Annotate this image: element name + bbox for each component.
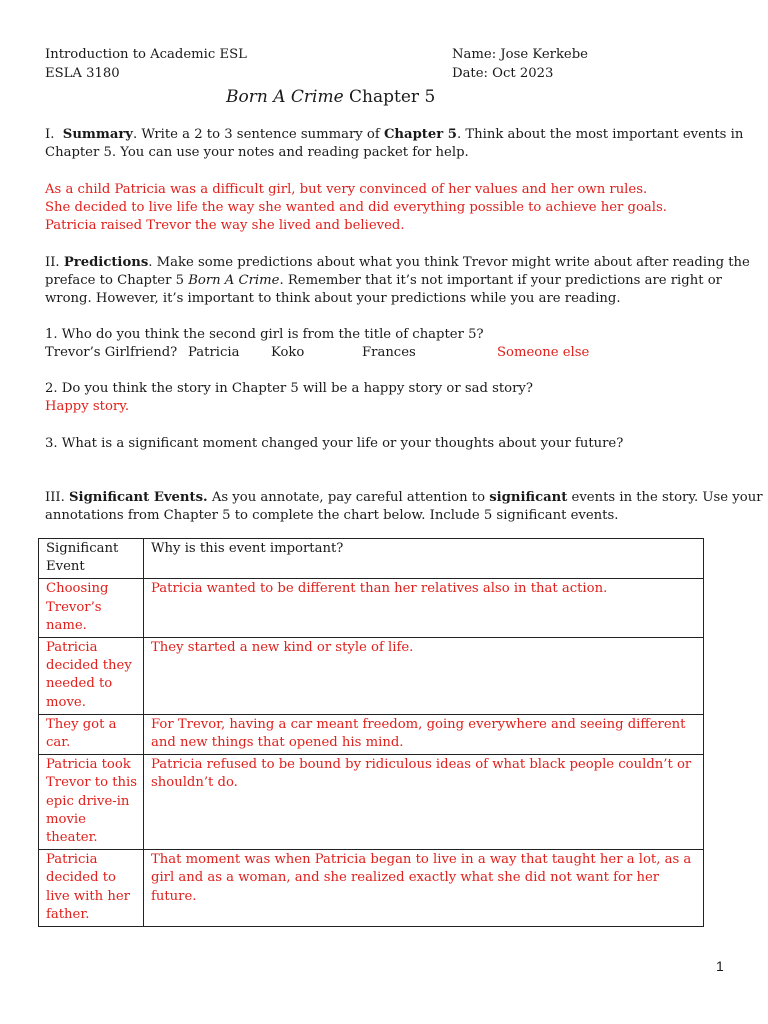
- chapter-label: Chapter 5: [349, 87, 436, 107]
- table-header: Why is this event important?: [144, 539, 704, 579]
- prompt-text: preface to Chapter 5: [45, 273, 189, 289]
- table-row: [39, 850, 704, 927]
- prompt-italic: Born A Crime: [188, 273, 280, 289]
- question-3: 3. What is a significant moment changed your life or your thoughts about your future?: [45, 436, 624, 451]
- date: Date: Oct 2023: [452, 66, 554, 81]
- prompt-text: As you annotate, pay careful attention to: [207, 490, 490, 505]
- event-cell: Patricia decided to live with her father.: [39, 850, 144, 927]
- table-header-row: [39, 539, 704, 579]
- q2-answer: Happy story.: [45, 399, 130, 414]
- predictions-prompt: [45, 254, 750, 309]
- page-title: [226, 87, 435, 107]
- answer-line: She decided to live life the way she wanted and did everything possible to achieve her goals.: [45, 200, 667, 216]
- event-cell: Choosing Trevor’s name.: [39, 579, 144, 638]
- event-cell: Patricia took Trevor to this epic drive-in movie theater.: [39, 755, 144, 850]
- section-numeral: I.: [45, 127, 55, 142]
- prompt-text: . Write a 2 to 3 sentence summary of: [132, 127, 384, 142]
- significant-events-table: [38, 538, 704, 927]
- prompt-text: events in the story. Use your: [567, 490, 763, 505]
- student-name: Name: Jose Kerkebe: [452, 47, 588, 62]
- prompt-text: . Make some predictions about what you think Trevor might write about after reading the: [148, 255, 750, 270]
- q1-option: Trevor’s Girlfriend?: [45, 345, 178, 360]
- why-cell: That moment was when Patricia began to live in a way that taught her a lot, as a girl and as a woman, and she realized exactly what she did not want for her future.: [144, 850, 704, 927]
- page-number: 1: [716, 958, 724, 974]
- prompt-text: . Think about the most important events in: [456, 127, 744, 142]
- events-prompt: [45, 489, 763, 525]
- prompt-text: wrong. However, it’s important to think about your predictions while you are reading.: [45, 291, 621, 307]
- summary-prompt: [45, 126, 744, 162]
- event-cell: Patricia decided they needed to move.: [39, 638, 144, 715]
- table-row: [39, 638, 704, 715]
- why-cell: Patricia refused to be bound by ridiculous ideas of what black people couldn’t or shouldn’t do.: [144, 755, 704, 850]
- section-label: Predictions: [63, 255, 149, 270]
- section-label: Significant Events.: [69, 490, 208, 505]
- q1-option: Koko: [271, 345, 305, 360]
- answer-line: Patricia raised Trevor the way she lived and believed.: [45, 218, 405, 234]
- table-row: [39, 714, 704, 754]
- question-1: 1. Who do you think the second girl is from the title of chapter 5?: [45, 327, 484, 342]
- why-cell: They started a new kind or style of life.: [144, 638, 704, 715]
- event-cell: They got a car.: [39, 714, 144, 754]
- q1-option: Patricia: [188, 345, 240, 360]
- section-numeral: II.: [45, 255, 60, 270]
- prompt-bold: significant: [489, 490, 568, 505]
- q1-answer: Someone else: [497, 345, 590, 360]
- table-row: [39, 755, 704, 850]
- why-cell: Patricia wanted to be different than her relatives also in that action.: [144, 579, 704, 638]
- course-title: Introduction to Academic ESL: [45, 47, 247, 62]
- table-header: Significant Event: [39, 539, 144, 579]
- table-row: [39, 579, 704, 638]
- course-code: ESLA 3180: [45, 66, 120, 81]
- prompt-bold: Chapter 5: [383, 127, 457, 142]
- book-title: Born A Crime: [226, 87, 344, 107]
- answer-line: As a child Patricia was a difficult girl, but very convinced of her values and her own rules.: [45, 182, 648, 197]
- prompt-text: annotations from Chapter 5 to complete the chart below. Include 5 significant events.: [45, 508, 619, 524]
- why-cell: For Trevor, having a car meant freedom, going everywhere and seeing different and new things that opened his mind.: [144, 714, 704, 754]
- q1-option: Frances: [362, 345, 416, 360]
- section-numeral: III.: [45, 490, 65, 505]
- question-2: 2. Do you think the story in Chapter 5 will be a happy story or sad story?: [45, 381, 533, 396]
- prompt-text: . Remember that it’s not important if your predictions are right or: [279, 273, 722, 289]
- section-label: Summary: [62, 127, 133, 142]
- prompt-text: Chapter 5. You can use your notes and reading packet for help.: [45, 145, 469, 161]
- summary-answer: [45, 181, 735, 236]
